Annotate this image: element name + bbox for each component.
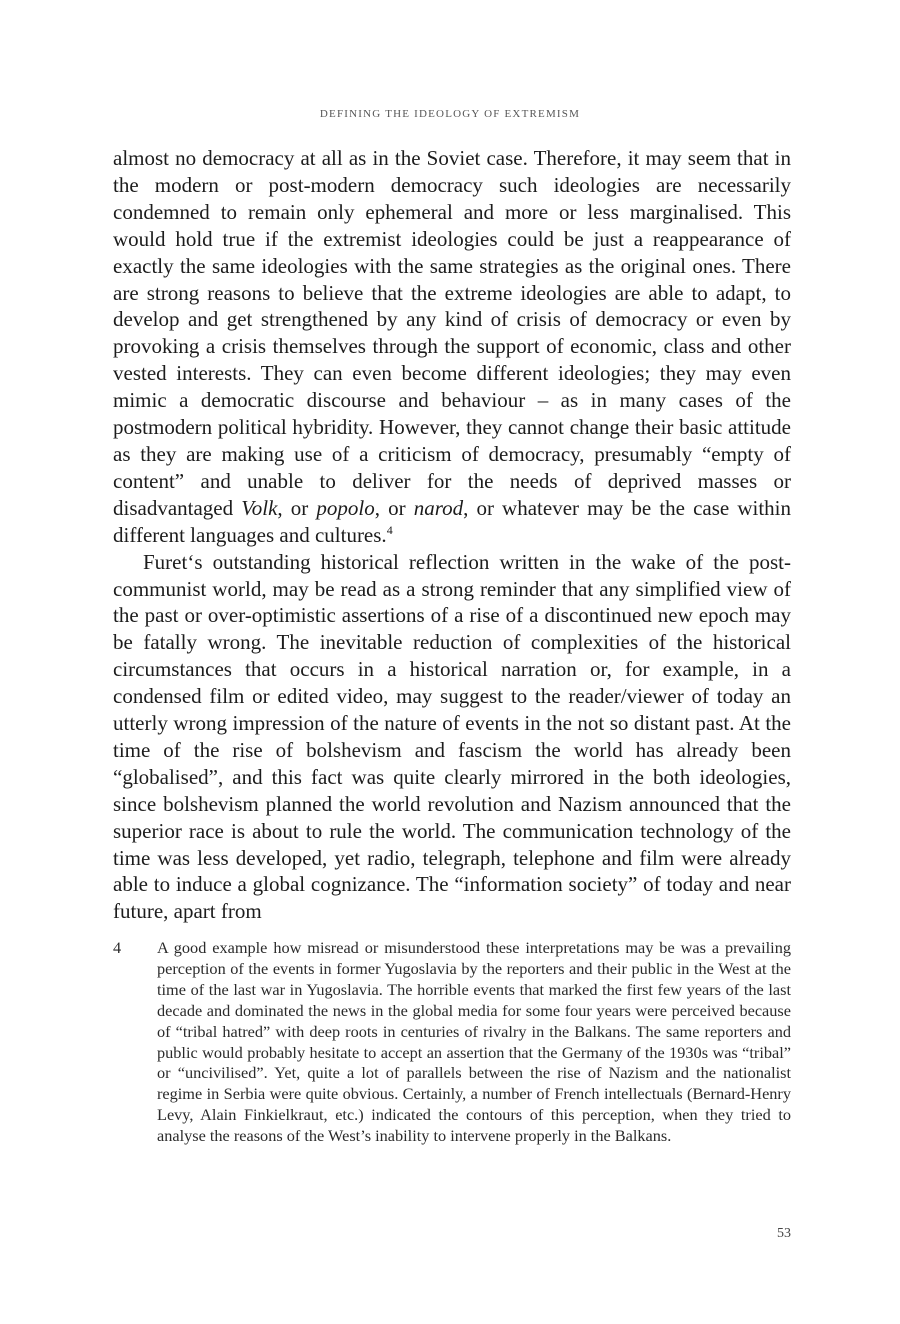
footnote-number: 4 — [113, 938, 122, 957]
paragraph-1-text: almost no democracy at all as in the Soviet case. Therefore, it may seem that in the modern or post-modern democracy such ideologies are necessarily condemned to remain only ephemeral and more or less marginalised. This would hold true if the extremist ideologies could be just a reappearance of exactly the same ideologies with the same strategies as the original ones. There are strong reasons to believe that the extreme ideologies are able to adapt, to develop and get strengthened by any kind of crisis of democracy or even by provoking a crisis themselves through the support of economic, class and other vested interests. They can even become different ideologies; they may even mimic a democratic discourse and behaviour – as in many cases of the postmodern political hybridity. However, they cannot change their basic attitude as they are making use of a criticism of democracy, presumably “empty of content” and unable to deliver for the needs of deprived masses or disadvantaged — [113, 146, 791, 520]
page-number: 53 — [777, 1226, 791, 1241]
paragraph-1-ending: , or whatever may be the case within different languages and cultures. — [113, 495, 792, 547]
paragraph-1 — [113, 145, 791, 549]
footnote-text: A good example how misread or misunderstood these interpretations may be was a prevailing perception of the events in former Yugoslavia by the reporters and their public in the West at the time of the last war in Yugoslavia. The horrible events that marked the first few years of the last decade and dominated the news in the global media for some four years were perceived because of “tribal hatred” with deep roots in centuries of rivalry in the Balkans. The same reporters and public would probably hesitate to accept an assertion that the Germany of the 1930s was “tribal” or “uncivilised”. Yet, quite a lot of parallels between the rise of Nazism and the nationalist regime in Serbia were quite obvious. Certainly, a number of French intellectuals (Bernard-Henry Levy, Alain Finkielkraut, etc.) indicated the contours of this perception, when they tried to analyse the reasons of the West’s inability to intervene properly in the Balkans. — [157, 938, 791, 1146]
italic-volk: Volk — [241, 495, 278, 520]
main-text — [113, 145, 791, 925]
separator-2: , or — [374, 495, 414, 520]
paragraph-2: Furet‘s outstanding historical reflection written in the wake of the post-communist world, may be read as a strong reminder that any simplified view of the past or over-optimistic assertions of a rise of a discontinued new epoch may be fatally wrong. The inevitable reduction of complexities of the historical circumstances that occurs in a historical narration or, for example, in a condensed film or edited video, may suggest to the reader/viewer of today an utterly wrong impression of the nature of events in the not so distant past. At the time of the rise of bolshevism and fascism the world has already been “globalised”, and this fact was quite clearly mirrored in the both ideologies, since bolshevism planned the world revolution and Nazism announced that the superior race is about to rule the world. The communication technology of the time was less developed, yet radio, telegraph, telephone and film were already able to induce a global cognizance. The “information society” of today and near future, apart from — [113, 549, 791, 924]
italic-narod: narod — [413, 495, 464, 520]
footnote-reference[interactable]: 4 — [386, 522, 393, 537]
running-head: DEFINING THE IDEOLOGY OF EXTREMISM — [319, 108, 581, 120]
footnote — [113, 938, 791, 1147]
italic-popolo: popolo — [316, 495, 375, 520]
separator-1: , or — [277, 495, 317, 520]
